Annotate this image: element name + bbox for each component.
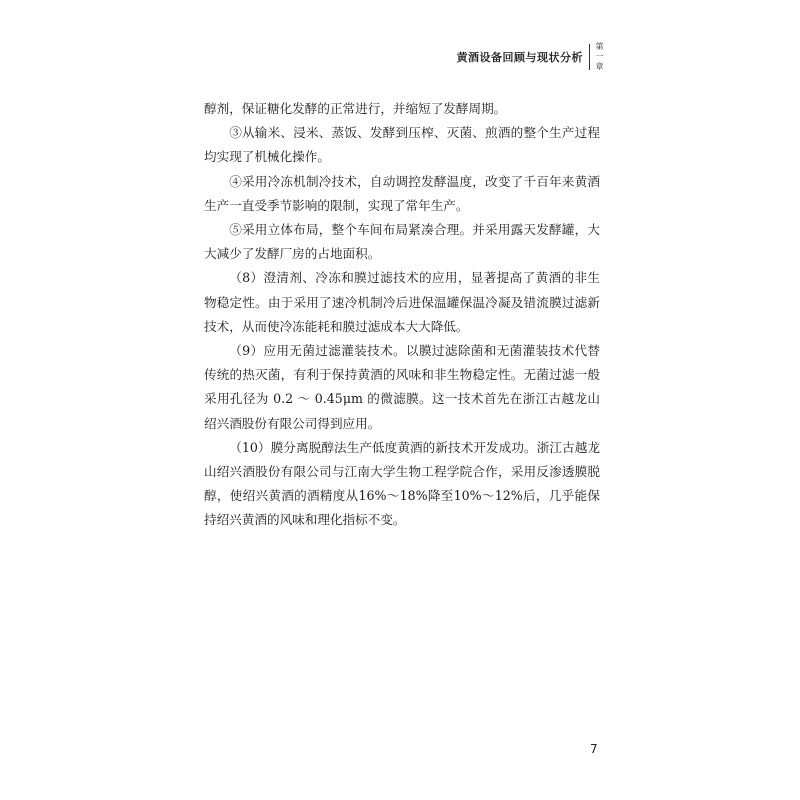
body-text — [204, 97, 600, 533]
page-number: 7 — [590, 742, 598, 756]
paragraph: ④采用冷冻机制冷技术，自动调控发酵温度，改变了千百年来黄酒生产一直受季节影响的限制，实现了常年生产。 — [204, 173, 600, 213]
paragraph: ⑤采用立体布局，整个车间布局紧凑合理。并采用露天发酵罐，大大减少了发酵厂房的占地面积。 — [204, 222, 600, 262]
running-header — [457, 44, 605, 70]
paragraph: （9）应用无菌过滤灌装技术。以膜过滤除菌和无菌灌装技术代替传统的热灭菌，有利于保持黄酒的风味和非生物稳定性。无菌过滤一般采用孔径为 0.2 ～ 0.45μm 的微滤膜。这一技术首先在浙江古越龙山绍兴酒股份有限公司得到应用。 — [204, 343, 600, 431]
paragraph: 醇剂，保证糖化发酵的正常进行，并缩短了发酵周期。 — [204, 101, 507, 116]
header-divider — [589, 44, 590, 70]
running-title: 黄酒设备回顾与现状分析 — [456, 51, 583, 64]
paragraph: （8）澄清剂、冷冻和膜过滤技术的应用，显著提高了黄酒的非生物稳定性。由于采用了速冷机制冷后进保温罐保温冷凝及错流膜过滤新技术，从而使冷冻能耗和膜过滤成本大大降低。 — [204, 270, 600, 334]
chapter-label: 第一章 — [595, 42, 604, 71]
paragraph: ③从输米、浸米、蒸饭、发酵到压榨、灭菌、煎酒的整个生产过程均实现了机械化操作。 — [204, 125, 600, 165]
paragraph: （10）膜分离脱醇法生产低度黄酒的新技术开发成功。浙江古越龙山绍兴酒股份有限公司与江南大学生物工程学院合作，采用反渗透膜脱醇，使绍兴黄酒的酒精度从16%～18%降至10%～12%后，几乎能保持绍兴黄酒的风味和理化指标不变。 — [204, 439, 600, 528]
